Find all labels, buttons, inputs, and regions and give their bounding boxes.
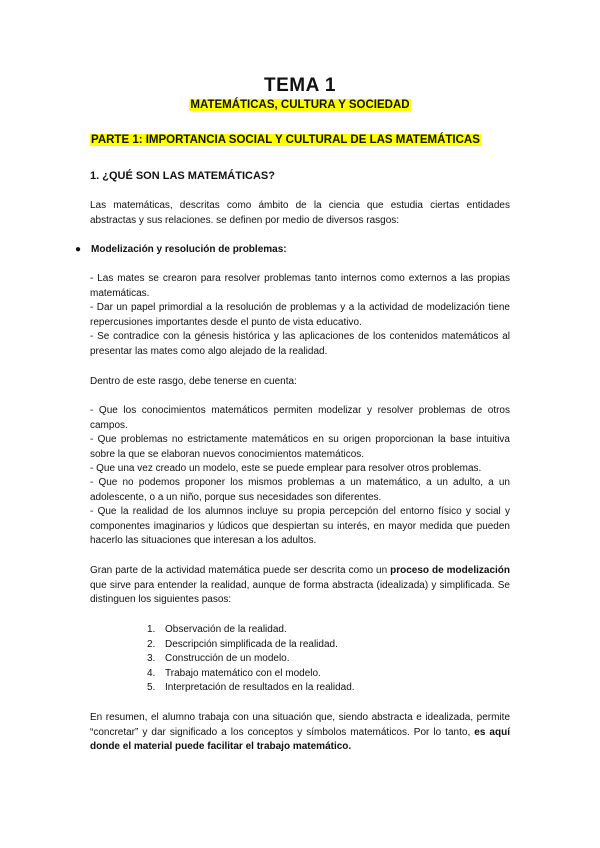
consider-point: - Que la realidad de los alumnos incluye su propia percepción del entorno físico y social y componentes imaginarios y lúdicos que despiertan su interés, en mayor medida que pueden hacerlo las situaciones que interesan a los adultos. bbox=[90, 506, 510, 546]
part-heading bbox=[90, 134, 510, 146]
section-heading: 1. ¿QUÉ SON LAS MATEMÁTICAS? bbox=[90, 170, 275, 182]
document-subtitle bbox=[0, 99, 600, 111]
step-number: 1. bbox=[147, 624, 156, 635]
bullet-point: - Las mates se crearon para resolver problemas tanto internos como externos a las propias matemáticas. bbox=[90, 273, 510, 299]
process-text-before: Gran parte de la actividad matemática puede ser descrita como un bbox=[90, 565, 391, 576]
consider-point: - Que no podemos proponer los mismos problemas a un matemático, a un adulto, a un adolescente, o a un niño, porque sus necesidades son diferentes. bbox=[90, 477, 510, 503]
consider-point: - Que los conocimientos matemáticos permiten modelizar y resolver problemas de otros campos. bbox=[90, 405, 510, 431]
process-bold: proceso de modelización bbox=[390, 565, 510, 576]
bullet-dot-icon: ● bbox=[75, 244, 82, 255]
step-text: Descripción simplificada de la realidad. bbox=[165, 638, 338, 650]
step-text: Trabajo matemático con el modelo. bbox=[165, 667, 321, 679]
list-item bbox=[147, 623, 507, 638]
step-number: 4. bbox=[147, 667, 156, 679]
process-paragraph bbox=[90, 564, 510, 608]
steps-list bbox=[147, 623, 507, 696]
list-item bbox=[147, 638, 507, 653]
summary-bold: es aquí donde el material puede facilitar el trabajo matemático. bbox=[90, 726, 510, 752]
intro-paragraph: Las matemáticas, descritas como ámbito de la ciencia que estudia ciertas entidades abstractas y sus relaciones. se definen por medio de diversos rasgos: bbox=[90, 200, 510, 226]
step-number: 2. bbox=[147, 638, 156, 650]
summary-text-before: En resumen, el alumno trabaja con una situación que, siendo abstracta e idealizada, permite “concretar” y dar significado a los conceptos y símbolos matemáticos. Por lo tanto, bbox=[90, 712, 510, 738]
bullet-heading bbox=[75, 243, 515, 258]
list-item bbox=[147, 652, 507, 667]
part-highlight: PARTE 1: IMPORTANCIA SOCIAL Y CULTURAL DE LAS MATEMÁTICAS bbox=[91, 134, 480, 146]
step-text: Observación de la realidad. bbox=[165, 624, 287, 635]
consider-point: - Que una vez creado un modelo, este se puede emplear para resolver otros problemas. bbox=[90, 463, 482, 474]
summary-paragraph bbox=[90, 711, 510, 755]
step-text: Interpretación de resultados en la realidad. bbox=[165, 682, 355, 693]
subtitle-highlight: MATEMÁTICAS, CULTURA Y SOCIEDAD bbox=[190, 99, 410, 111]
list-item bbox=[147, 681, 507, 696]
process-text-after: que sirve para entender la realidad, aunque de forma abstracta (idealizada) y simplificada. Se distinguen los siguientes pasos: bbox=[90, 579, 510, 605]
consider-intro: Dentro de este rasgo, debe tenerse en cuenta: bbox=[90, 376, 297, 387]
bullet-heading-text: Modelización y resolución de problemas: bbox=[91, 244, 287, 255]
consider-point: - Que problemas no estrictamente matemáticos en su origen proporcionan la base intuitiva sobre la que se elaboran nuevos conocimientos matemáticos. bbox=[90, 434, 510, 460]
bullet-point: - Se contradice con la génesis histórica y las aplicaciones de los contenidos matemáticos al presentar las mates como algo alejado de la realidad. bbox=[90, 331, 510, 357]
step-number: 3. bbox=[147, 653, 156, 664]
document-title: TEMA 1 bbox=[264, 75, 336, 96]
bullet-point: - Dar un papel primordial a la resolución de problemas y a la actividad de modelización tiene repercusiones importantes desde el punto de vista educativo. bbox=[90, 302, 510, 328]
list-item bbox=[147, 667, 507, 682]
step-text: Construcción de un modelo. bbox=[165, 653, 290, 664]
step-number: 5. bbox=[147, 682, 156, 693]
